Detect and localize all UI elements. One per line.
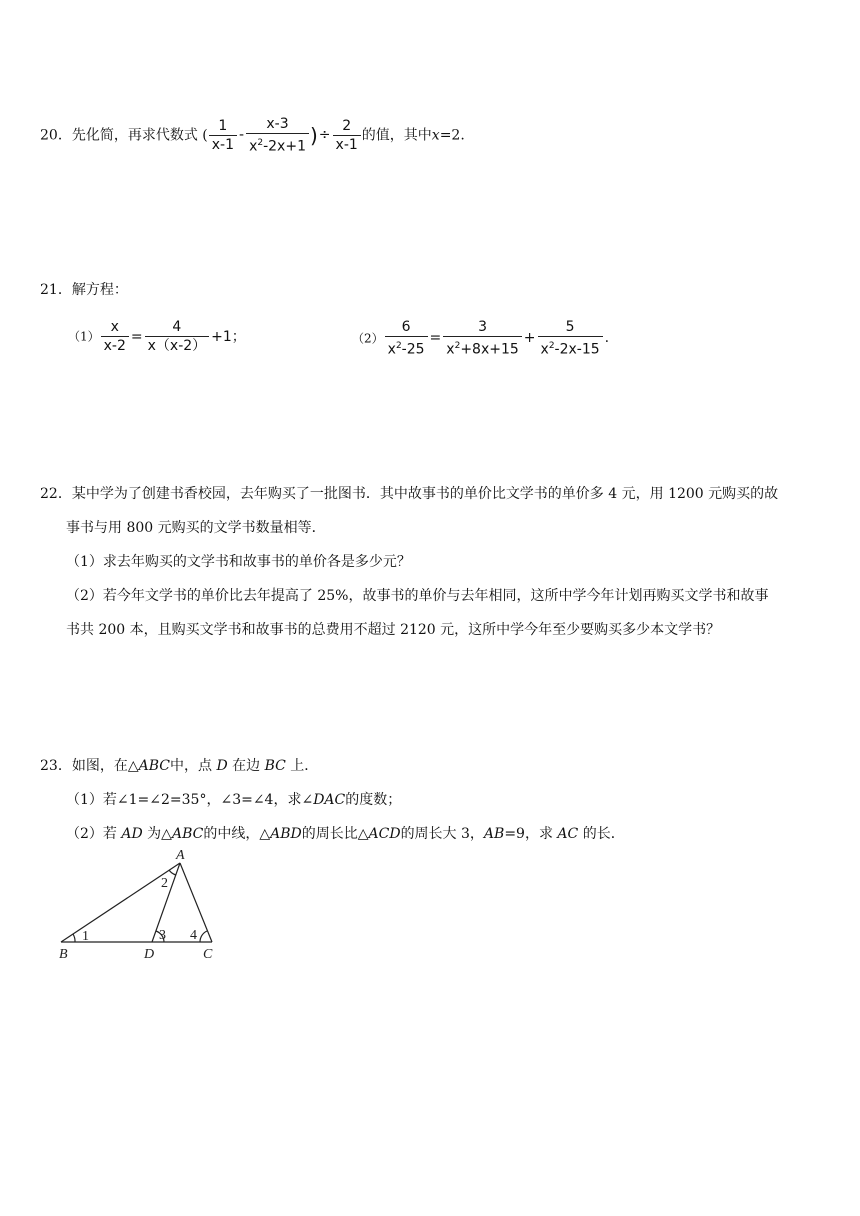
fraction: $\frac{3}{x^2+8x+15}$ (443, 318, 522, 359)
angle-label-1: 1 (82, 929, 89, 944)
question-22-sub-2-line-2: 书共 200 本，且购买文学书和故事书的总费用不超过 2120 元，这所中学今年至少要购买多少本文学书？ (66, 622, 721, 638)
question-21-title: 21．解方程： (40, 282, 128, 298)
question-21-part-2: （2） $\frac{6}{x^2-25}$ = $\frac{3}{x^2+8x+15}$ + $\frac{5}{x^2-2x-15}$ . (352, 319, 610, 358)
angle-label-4: 4 (190, 928, 197, 943)
fraction: $\frac{4}{x(x-2)}$ (145, 318, 210, 355)
question-23-sub-2: （2）若 AD 为△ABC的中线，△ABD的周长比△ACD的周长大 3，AB=9，求 AC 的长． (66, 826, 625, 842)
fraction: $\frac{5}{x^2-2x-15}$ (538, 318, 603, 359)
fraction: $\frac{x-3}{x^2-2x+1}$ (246, 115, 309, 156)
angle-label-3: 3 (159, 928, 166, 943)
label-d: D (144, 947, 155, 962)
angle-label-2: 2 (161, 876, 168, 891)
question-21-part-1: （1） $\frac{x}{x-2}$ = $\frac{4}{x(x-2)}$ +1； (68, 319, 246, 354)
angle-arc-1 (73, 934, 75, 942)
question-22-sub-1: （1）求去年购买的文学书和故事书的单价各是多少元？ (66, 554, 411, 570)
question-text: 先化简，再求代数式 ( (71, 127, 208, 144)
question-23-sub-1: （1）若∠1=∠2=35°，∠3=∠4，求∠DAC的度数； (66, 792, 402, 808)
fraction: $\frac{x}{x-2}$ (101, 318, 129, 355)
label-a: A (176, 848, 185, 863)
fraction: $\frac{1}{x-1}$ (209, 117, 237, 154)
fraction: $\frac{6}{x^2-25}$ (385, 318, 428, 359)
label-b: B (59, 947, 68, 962)
question-20: 20．先化简，再求代数式 ( $\frac{1}{x-1}$ - $\frac{x-3}{x^2-2x+1}$ )÷ $\frac{2}{x-1}$ 的值，其中x=2. (40, 116, 465, 155)
label-c: C (203, 947, 213, 962)
angle-arc-4 (200, 931, 207, 942)
question-number: 20． (40, 127, 72, 144)
question-22-line-2: 事书与用 800 元购买的文学书数量相等． (66, 520, 326, 536)
triangle-figure (55, 845, 225, 965)
angle-arc-2 (169, 870, 176, 875)
question-22-line-1: 22．某中学为了创建书香校园，去年购买了一批图书．其中故事书的单价比文学书的单价多 4 元，用 1200 元购买的故 (40, 486, 779, 502)
question-23-intro: 23．如图，在△ABC中，点 D 在边 BC 上． (40, 758, 319, 774)
question-22-sub-2-line-1: （2）若今年文学书的单价比去年提高了 25%，故事书的单价与去年相同，这所中学今年计划再购买文学书和故事 (66, 588, 769, 604)
fraction: $\frac{2}{x-1}$ (333, 117, 361, 154)
